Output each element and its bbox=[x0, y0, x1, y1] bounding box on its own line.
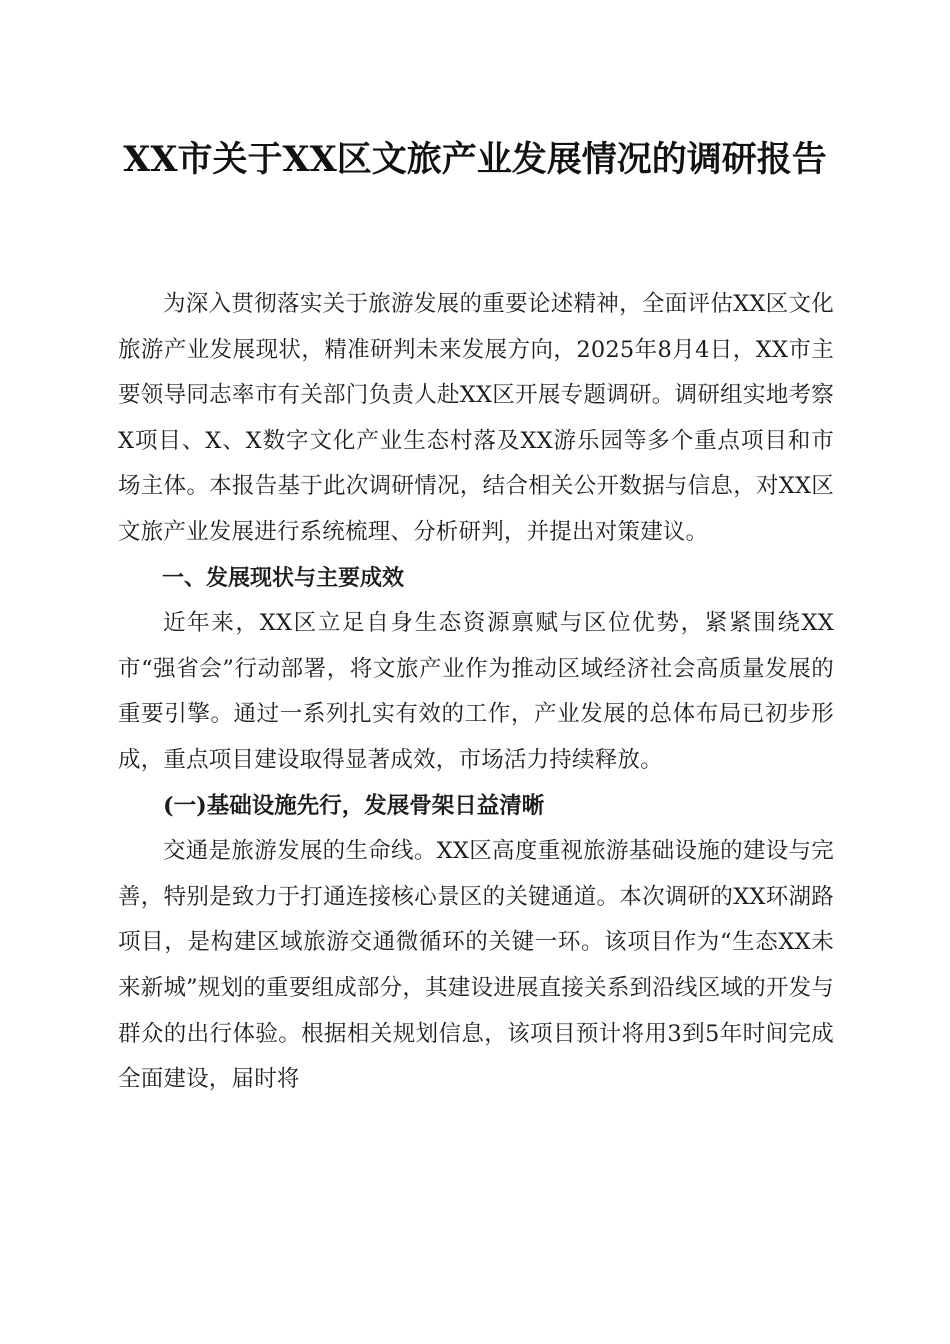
subsection-heading: (一)基础设施先行，发展骨架日益清晰 bbox=[163, 792, 545, 819]
section-heading: 一、发展现状与主要成效 bbox=[162, 565, 405, 591]
intro-paragraph: 为深入贯彻落实关于旅游发展的重要论述精神，全面评估XX区文化旅游产业发展现状，精准研判未来发展方向，2025年8月4日，XX市主要领导同志率市有关部门负责人赴XX区开展专题调研。调研组实地考察X项目、X、X数字文化产业生态村落及XX游乐园等多个重点项目和市场主体。本报告基于此次调研情况，结合相关公开数据与信息，对XX区文旅产业发展进行系统梳理、分析研判，并提出对策建议。 bbox=[118, 291, 834, 545]
document-body bbox=[118, 282, 834, 1103]
section-paragraph: 近年来，XX区立足自身生态资源禀赋与区位优势，紧紧围绕XX市“强省会”行动部署，将文旅产业作为推动区域经济社会高质量发展的重要引擎。通过一系列扎实有效的工作，产业发展的总体布局已初步形成，重点项目建设取得显著成效，市场活力持续释放。 bbox=[118, 610, 834, 773]
document-title: XX市关于XX区文旅产业发展情况的调研报告 bbox=[123, 139, 827, 180]
subsection-paragraph: 交通是旅游发展的生命线。XX区高度重视旅游基础设施的建设与完善，特别是致力于打通连接核心景区的关键通道。本次调研的XX环湖路项目，是构建区域旅游交通微循环的关键一环。该项目作为“生态XX未来新城”规划的重要组成部分，其建设进展直接关系到沿线区域的开发与群众的出行体验。根据相关规划信息，该项目预计将用3到5年时间完成全面建设，届时将 bbox=[118, 838, 834, 1093]
